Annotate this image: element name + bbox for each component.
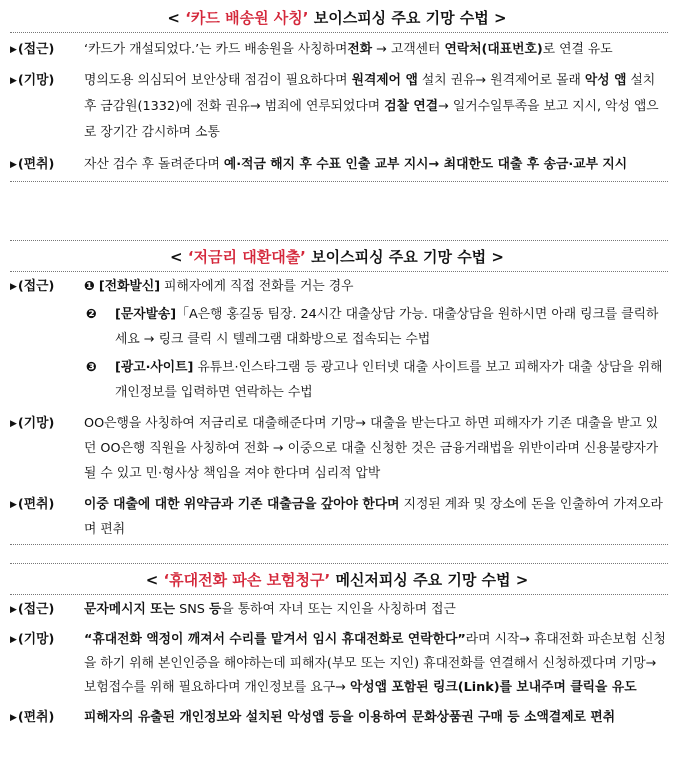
section-title: < ‘카드 배송원 사칭’ 보이스피싱 주요 기망 수법 > xyxy=(167,9,507,27)
divider xyxy=(10,32,668,33)
divider xyxy=(10,544,668,545)
divider xyxy=(10,240,668,241)
divider xyxy=(10,594,668,595)
number-3: ❸ xyxy=(86,360,97,375)
fraud-tag: ▶(편취) xyxy=(10,710,55,725)
approach-item: ▶(접근) ‘카드가 개설되었다.’는 카드 배송원을 사칭하며전화 → 고객센터 연락처(대표번호)로 연결 유도 xyxy=(0,37,674,62)
approach-tag: ▶(접근) xyxy=(10,602,55,617)
bullet-icon: ▶ xyxy=(10,605,17,615)
section-low-rate-loan xyxy=(0,240,674,545)
approach-item: ▶(접근) 문자메시지 또는 SNS 등을 통하여 자녀 또는 지인을 사칭하며 접근 xyxy=(0,597,674,622)
deceive-item: ▶(기망) OO은행을 사칭하여 저금리로 대출해준다며 기망→ 대출을 받는다고 하면 피해자가 기존 대출을 받고 있던 OO은행 직원을 사칭하여 전화 → 이중으로 대출 신청한 것은 금융거래법을 위반이라며 신용불량자가 될 수 있고 민·형사상 책임을 져야 한다며 심리적 압박 xyxy=(0,411,674,486)
bullet-icon: ▶ xyxy=(10,160,17,170)
bullet-icon: ▶ xyxy=(10,45,17,55)
deceive-tag: ▶(기망) xyxy=(10,632,55,647)
fraud-item: ▶(편취) 피해자의 유출된 개인정보와 설치된 악성앱 등을 이용하여 문화상품권 구매 등 소액결제로 편취 xyxy=(0,706,674,730)
deceive-item: ▶(기망) 명의도용 의심되어 보안상태 점검이 필요하다며 원격제어 앱 설치 권유→ 원격제어로 몰래 악성 앱 설치 후 금감원(1332)에 전화 권유→ 범죄에 연루되었다며 검찰 연결→ 일거수일투족을 보고 지시, 악성 앱으로 장기간 감시하며 소통 xyxy=(0,68,674,146)
approach-sub-3: ❸ [광고·사이트] 유튜브·인스타그램 등 광고나 인터넷 대출 사이트를 보고 피해자가 대출 상담을 위해 개인정보를 입력하면 연락하는 수법 xyxy=(0,355,674,405)
divider xyxy=(10,563,668,564)
fraud-item: ▶(편취) 이중 대출에 대한 위약금과 기존 대출금을 갚아야 한다며 지정된 계좌 및 장소에 돈을 인출하여 가져오라며 편취 xyxy=(0,492,674,542)
fraud-tag: ▶(편취) xyxy=(10,157,55,172)
approach-tag: ▶(접근) xyxy=(10,279,55,294)
section-title: < ‘휴대전화 파손 보험청구’ 메신저피싱 주요 기망 수법 > xyxy=(145,571,529,589)
section-card-delivery xyxy=(0,4,674,182)
approach-sub-2: ❷ [문자발송]「A은행 홍길동 팀장. 24시간 대출상담 가능. 대출상담을 원하시면 아래 링크를 클릭하세요 → 링크 클릭 시 텔레그램 대화방으로 접속되는 수법 xyxy=(0,302,674,352)
bullet-icon: ▶ xyxy=(10,76,17,86)
deceive-item: ▶(기망) “휴대전화 액정이 깨져서 수리를 맡겨서 임시 휴대전화로 연락한다”라며 시작→ 휴대전화 파손보험 신청을 하기 위해 본인인증을 해야하는데 피해자(부모 또는 지인) 휴대전화를 연결해서 신청하겠다며 기망→ 보험접수를 위해 필요하다며 개인정보를 요구→ 악성앱 포함된 링크(Link)를 보내주며 클릭을 유도 xyxy=(0,628,674,700)
bullet-icon: ▶ xyxy=(10,500,17,510)
fraud-item: ▶(편취) 자산 검수 후 돌려준다며 예·적금 해지 후 수표 인출 교부 지시→ 최대한도 대출 후 송금·교부 지시 xyxy=(0,152,674,177)
bullet-icon: ▶ xyxy=(10,419,17,429)
bullet-icon: ▶ xyxy=(10,635,17,645)
fraud-tag: ▶(편취) xyxy=(10,497,55,512)
divider xyxy=(10,271,668,272)
approach-tag: ▶(접근) xyxy=(10,42,55,57)
deceive-tag: ▶(기망) xyxy=(10,73,55,88)
bullet-icon: ▶ xyxy=(10,282,17,292)
divider xyxy=(10,181,668,182)
deceive-tag: ▶(기망) xyxy=(10,416,55,431)
section-phone-insurance xyxy=(0,563,674,730)
section-title: < ‘저금리 대환대출’ 보이스피싱 주요 기망 수법 > xyxy=(170,248,504,266)
number-1: ❶ xyxy=(84,279,95,294)
approach-item: ▶(접근) ❶ [전화발신] 피해자에게 직접 전화를 거는 경우 xyxy=(0,274,674,299)
number-2: ❷ xyxy=(86,307,97,322)
bullet-icon: ▶ xyxy=(10,713,17,723)
